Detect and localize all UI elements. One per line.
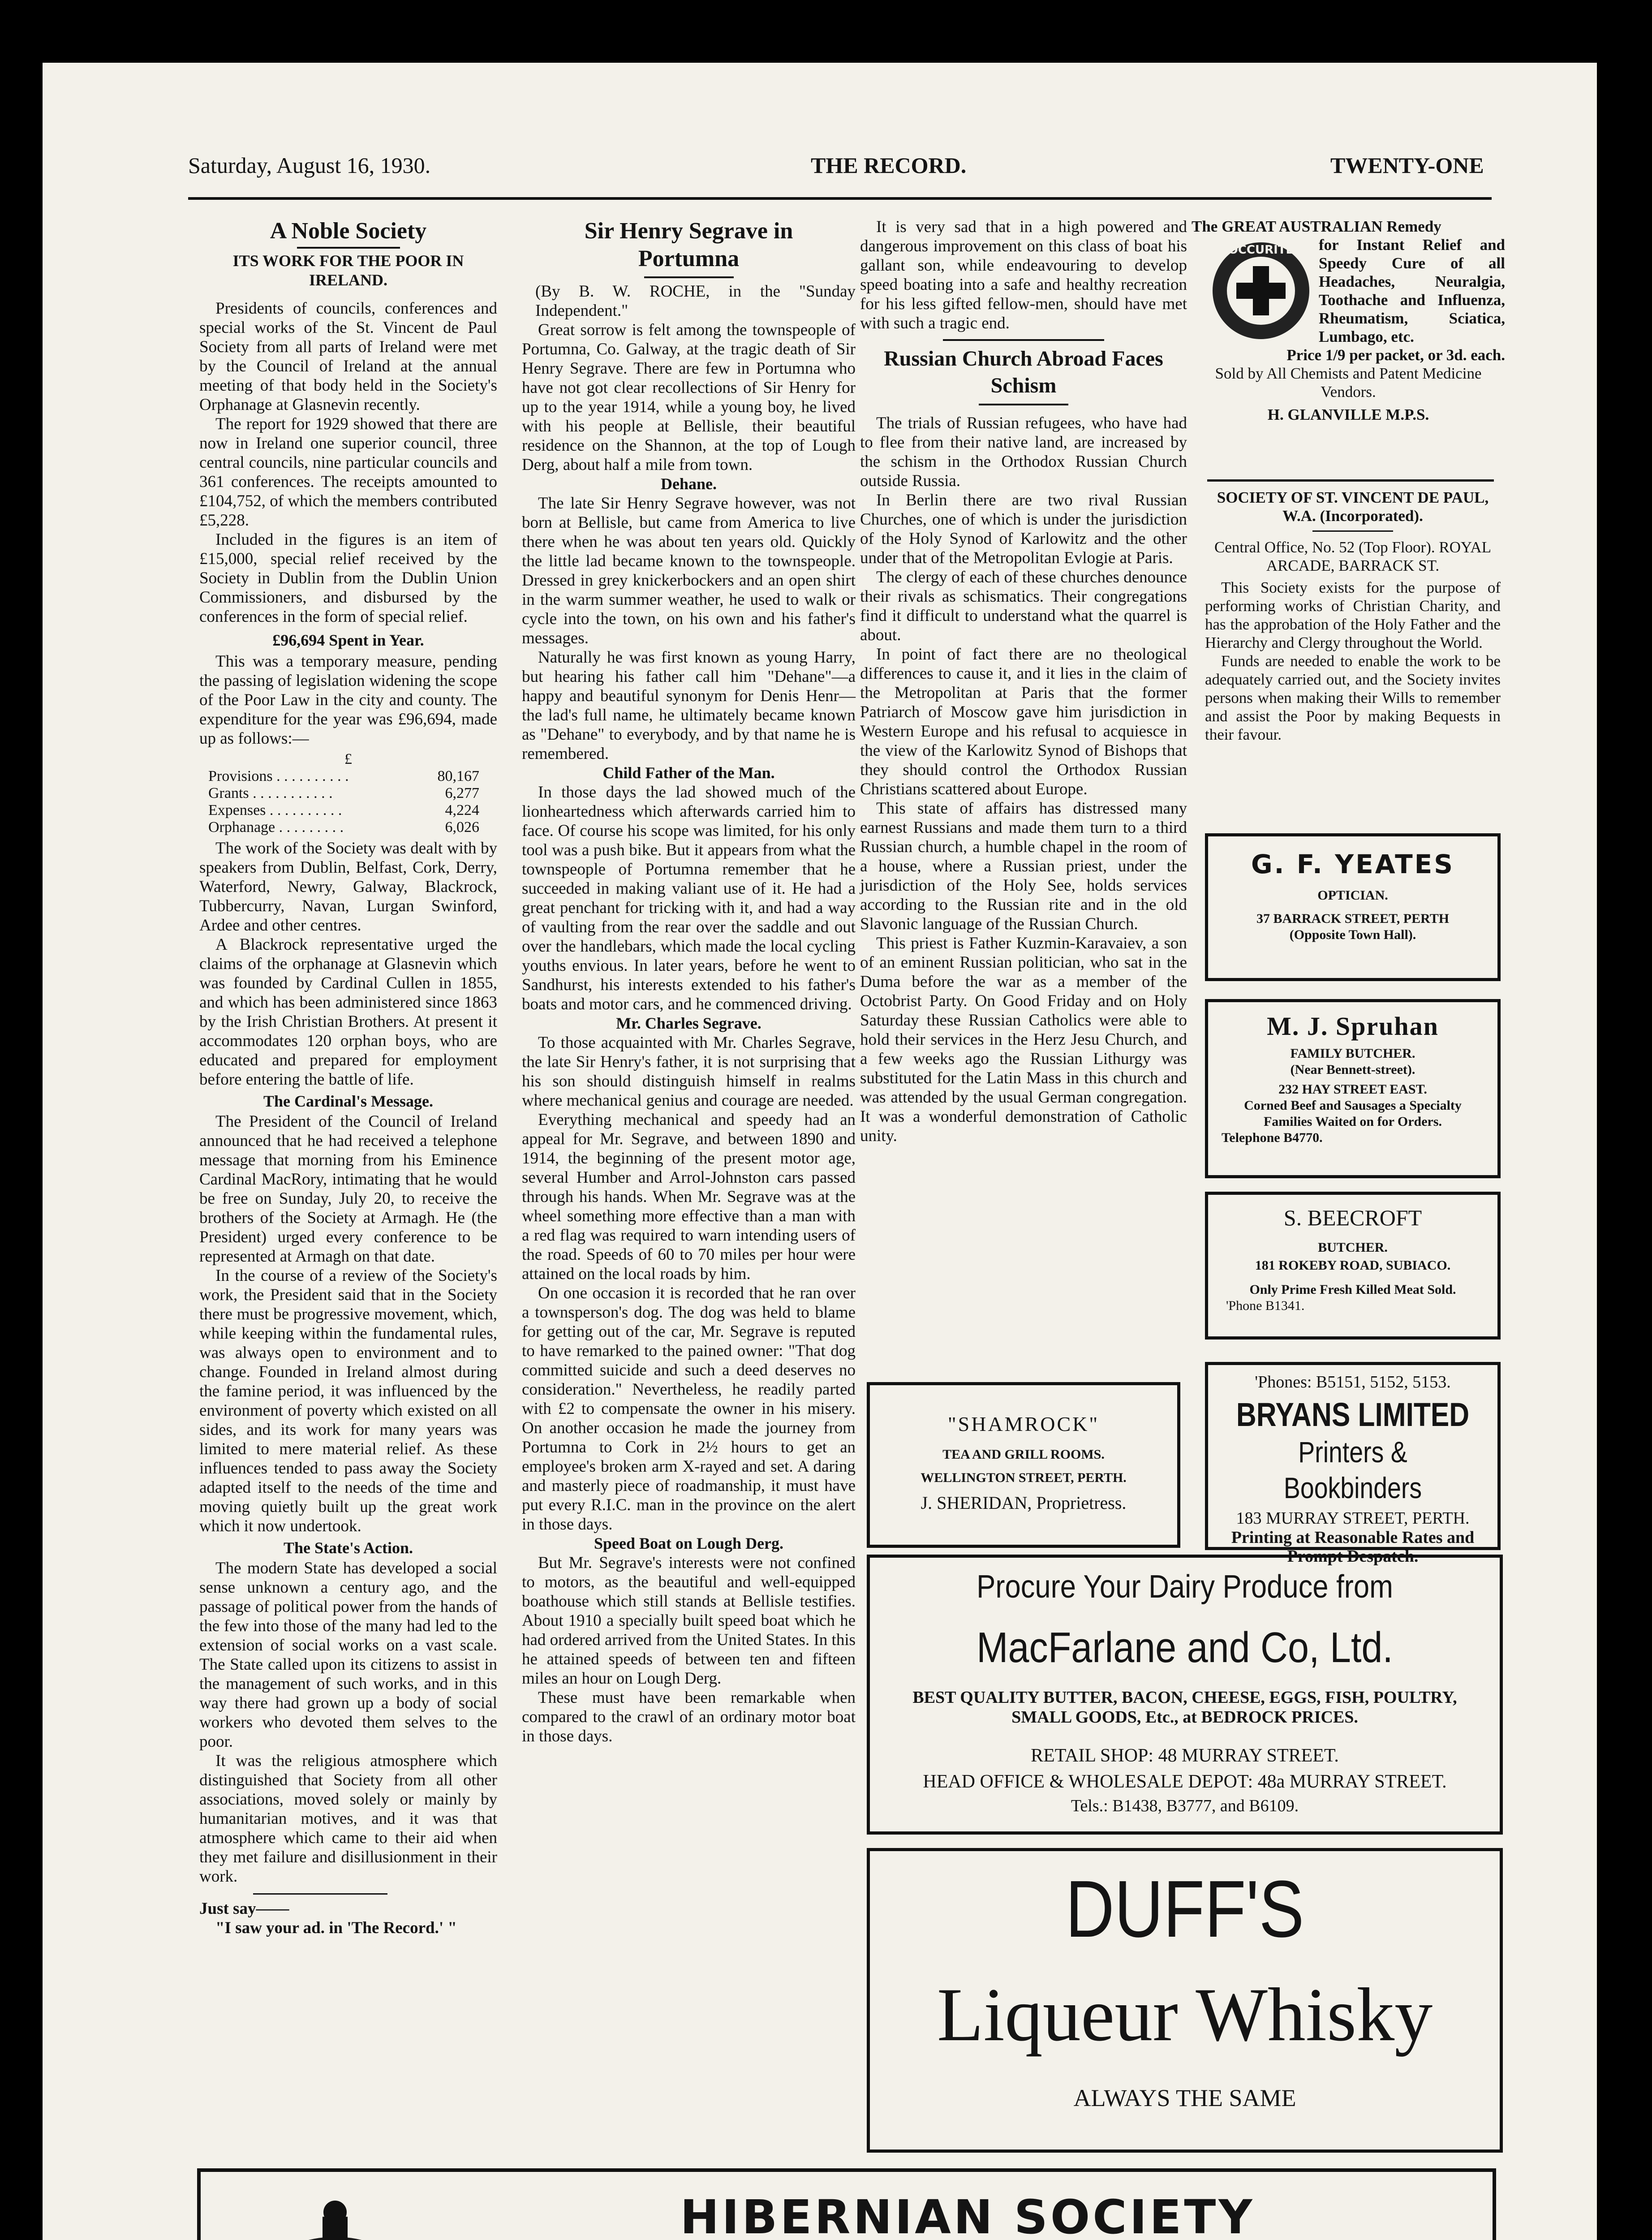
paragraph: This Society exists for the purpose of performing works of Christian Charity, and has the approbation of the Holy Father and the Hierarchy and Clergy throughout the World.	[1205, 579, 1501, 651]
retail-address: RETAIL SHOP: 48 MURRAY STREET.	[1031, 1745, 1339, 1766]
business-note: (Near Bennett-street).	[1290, 1062, 1415, 1077]
business-address: 181 ROKEBY ROAD, SUBIACO.	[1255, 1258, 1451, 1273]
page-header	[148, 152, 1492, 184]
remedy-price: Price 1/9 per packet, or 3d. each.	[1286, 346, 1505, 364]
article-russian-church	[860, 217, 1187, 1146]
bryans-ad	[1205, 1362, 1501, 1566]
expenditure-table	[199, 751, 497, 836]
article-title: A Noble Society	[270, 218, 427, 244]
business-name: S. BEECROFT	[1283, 1205, 1422, 1230]
table-row: Expenses . . . . . . . . . . 4,224	[208, 802, 479, 818]
masthead: THE RECORD.	[811, 153, 967, 178]
just-say: Just say——	[199, 1900, 289, 1918]
header-rule	[188, 197, 1492, 200]
paragraph: These must have been remarkable when compared to the crawl of an ordinary motor boat in those days.	[522, 1689, 856, 1745]
tagline: ALWAYS THE SAME	[1073, 2085, 1296, 2111]
business-phone: 'Phone B1341.	[1226, 1298, 1305, 1313]
title-rule	[644, 276, 734, 278]
divider	[943, 339, 1104, 341]
society-office: Central Office, No. 52 (Top Floor). ROYAL ARCADE, BARRACK ST.	[1214, 538, 1492, 574]
paragraph: This priest is Father Kuzmin-Karavaiev, a son of an eminent Russian politician, who sat in the Duma before the war as a member of the Octobrist Party. On Good Friday and on Holy Saturday these Russian Catholics were able to hold their services in the Herz Jesu Church, and a few weeks ago the Russian Lithurgy was substituted for the Latin Mass in this church and was attended by the usual German congregation. It was a wonderful demonstration of Catholic unity.	[860, 934, 1187, 1145]
harp-emblem-icon	[219, 2199, 452, 2240]
byline: (By B. W. ROCHE, in the "Sunday Independent."	[535, 282, 856, 320]
hibernian-ad	[197, 2168, 1496, 2240]
business-name: "SHAMROCK"	[947, 1413, 1100, 1435]
paragraph: The modern State has developed a social sense unknown a century ago, and the passage of political power from the hands of the few into those of the many had led to the extension of social works on a vast scale. The State called upon its citizens to assist in the management of such works, and in this way there had grown up a body of social workers who devoted them selves to the poor.	[199, 1559, 497, 1751]
table-row: Grants . . . . . . . . . . . 6,277	[208, 785, 479, 801]
business-name: BRYANS LIMITED	[1236, 1396, 1470, 1433]
ad-headline: Procure Your Dairy Produce from	[977, 1569, 1393, 1605]
shamrock-ad	[867, 1382, 1180, 1548]
paragraph: But Mr. Segrave's interests were not confined to motors, as the beautiful and well-equipped boathouse which still stands at Bellisle testifies. About 1910 a specially built speed boat which he had ordered arrived from the United States. In this he attained speeds of between ten and fifteen miles an hour on Lough Derg.	[522, 1554, 856, 1688]
paragraph: Everything mechanical and speedy had an appeal for Mr. Segrave, and between 1890 and 1914, the beginning of the present motor age, several Humber and Arrol-Johnston cars passed through his hands. When Mr. Segrave was at the wheel something more effective than a man with a red flag was required to warn intending users of the road. Speeds of 60 to 70 miles per hour were attained on the local roads by him.	[522, 1111, 856, 1283]
section-heading: Speed Boat on Lough Derg.	[594, 1534, 784, 1552]
paragraph: The trials of Russian refugees, who have had to flee from their native land, are increased by the schism in the Orthodox Russian Church outside Russia.	[860, 414, 1187, 490]
business-name: M. J. Spruhan	[1267, 1012, 1439, 1041]
beecroft-ad	[1205, 1192, 1501, 1340]
divider	[1312, 530, 1393, 532]
business-trade: BUTCHER.	[1318, 1240, 1388, 1255]
spruhan-ad	[1205, 999, 1501, 1178]
business-specialty: Corned Beef and Sausages a Specialty	[1244, 1098, 1462, 1113]
macfarlane-ad	[867, 1555, 1503, 1835]
business-trade: FAMILY BUTCHER.	[1290, 1046, 1415, 1061]
paragraph: A Blackrock representative urged the claims of the orphanage at Glasnevin which was founded by Cardinal Cullen in 1855, and which has been administered since 1863 by the Irish Christian Brothers. At present it accommodates 120 orphan boys, who are educated and prepared for employment before entering the battle of life.	[199, 935, 497, 1089]
business-name: MacFarlane and Co, Ltd.	[977, 1624, 1393, 1671]
remedy-ad	[1192, 217, 1505, 424]
article-title: Sir Henry Segrave in Portumna	[584, 218, 793, 271]
table-row: Orphanage . . . . . . . . . 6,026	[208, 819, 479, 836]
paragraph: In the course of a review of the Society's work, the President said that in the Society there must be progressive movement, which, while keeping within the fundamental rules, was always open to environment and to change. Founded in Ireland almost during the famine period, it was influenced by the environment of poverty which existed on all sides, and its work for many years was limited to mere material relief. As these influences tended to pass away the Society adapted itself to the needs of the time and moving quietly built up the great work which it now undertook.	[199, 1266, 497, 1535]
divider	[253, 1893, 387, 1895]
business-name: G. F. YEATES	[1251, 849, 1455, 879]
paragraph: The report for 1929 showed that there are now in Ireland one superior council, three central councils, nine particular councils and 361 conferences. The receipts amounted to £104,752, of which the members contributed £5,228.	[199, 415, 497, 530]
paragraph: The clergy of each of these churches denounce their rivals as schismatics. Their congregations find it difficult to understand what the quarrel is about.	[860, 568, 1187, 644]
paragraph: In those days the lad showed much of the lionheartedness which afterwards carried him to face. Of course his scope was limited, for his only tool was a push bike. But it appears from what the townspeople of Portumna remember that he succeeded in making valiant use of it. He had a great penchant for tricking with it, and had a way of vaulting from the rear over the saddle and out over the handlebars, which made the local cycling youths envious. In later years, before he went to Sandhurst, his interests extended to his father's boats and motor cars, and he commenced driving.	[522, 783, 856, 1013]
duffs-ad	[867, 1848, 1503, 2153]
paragraph: It was the religious atmosphere which distinguished that Society from all other associations, moved solely or mainly by humanitarian motives, and it was that atmosphere which came to their aid when they met failure and disillusionment in their work.	[199, 1752, 497, 1886]
business-address: 232 HAY STREET EAST.	[1278, 1082, 1427, 1097]
business-proprietor: J. SHERIDAN, Proprietress.	[921, 1493, 1127, 1513]
article-subtitle: ITS WORK FOR THE POOR IN IRELAND.	[232, 252, 464, 289]
yeates-ad	[1205, 833, 1501, 981]
page-number: TWENTY-ONE	[1330, 153, 1484, 178]
currency-label: £	[344, 751, 352, 767]
business-address: 37 BARRACK STREET, PERTH	[1256, 911, 1450, 926]
brand-name: DUFF'S	[1065, 1864, 1304, 1954]
paragraph: The late Sir Henry Segrave however, was not born at Bellisle, but came from America to live there when he was about ten years old. Quickly the little lad became known to the townspeople. Dressed in grey knickerbockers and an open shirt in the warm summer weather, he used to walk or cycle into the town, on his own and his father's messages.	[522, 494, 856, 647]
section-heading: The State's Action.	[283, 1539, 413, 1557]
business-trade: TEA AND GRILL ROOMS.	[942, 1447, 1105, 1462]
table-row: Provisions . . . . . . . . . . 80,167	[208, 768, 479, 784]
business-note: Printing at Reasonable Rates and Prompt Despatch.	[1231, 1528, 1475, 1566]
cross-seal-icon	[1209, 239, 1312, 342]
business-phones: Tels.: B1438, B3777, and B6109.	[1071, 1796, 1299, 1815]
paragraph: In point of fact there are no theological differences to cause it, and it lies in the claim of the Metropolitan at Paris that the former Patriarch of Moscow gave him jurisdiction in Western Europe and his refusal to acquiesce in the view of the Karlowitz Synod of Bishops that they should control the Orthodox Russian Christians scattered about Europe.	[860, 645, 1187, 798]
title-rule	[297, 247, 400, 249]
paragraph: Funds are needed to enable the work to be adequately carried out, and the Society invites persons when making their Wills to remember and assist the Poor by making Bequests in their favour.	[1205, 652, 1501, 743]
paragraph: In Berlin there are two rival Russian Churches, one of which is under the jurisdiction of the Holy Synod of Karlowitz and the other under that of the Metropolitan Evlogie at Paris.	[860, 491, 1187, 567]
section-heading: Mr. Charles Segrave.	[616, 1014, 761, 1032]
section-heading: £96,694 Spent in Year.	[272, 631, 424, 649]
section-heading: The Cardinal's Message.	[263, 1092, 433, 1110]
product-name: Liqueur Whisky	[937, 1973, 1433, 2057]
paragraph: This was a temporary measure, pending the passing of legislation widening the scope of the Poor Law in the city and county. The expenditure for the year was £96,694, made up as follows:—	[199, 652, 497, 748]
business-phones: 'Phones: B5151, 5152, 5153.	[1255, 1373, 1451, 1391]
paragraph: This state of affairs has distressed many earnest Russians and made them turn to a third Russian church, a humble chapel in the room of a house, where a Russian priest, under the jurisdiction of the Holy See, holds services according to the Russian rite and in the old Slavonic language of the Russian Church.	[860, 799, 1187, 933]
divider	[1207, 479, 1494, 482]
paragraph: It is very sad that in a high powered and dangerous improvement on this class of boat his gallant son, while endeavouring to develop speed boating into a safe and healthy recreation for his less gifted fellow-men, should have met with such a tragic end.	[860, 218, 1187, 332]
business-products: BEST QUALITY BUTTER, BACON, CHEESE, EGGS, FISH, POULTRY, SMALL GOODS, Etc., at BEDROCK PRICES.	[912, 1688, 1457, 1727]
paragraph: To those acquainted with Mr. Charles Segrave, the late Sir Henry's father, it is not surprising that his son should distinguish himself in realms where mechanical genius and courage are needed.	[522, 1034, 856, 1110]
remedy-maker: H. GLANVILLE M.P.S.	[1267, 406, 1429, 423]
head-office-address: HEAD OFFICE & WHOLESALE DEPOT: 48a MURRAY STREET.	[923, 1771, 1447, 1792]
remedy-sold-by: Sold by All Chemists and Patent Medicine Vendors.	[1215, 365, 1482, 401]
business-trade: OPTICIAN.	[1317, 888, 1388, 903]
business-service: Families Waited on for Orders.	[1263, 1114, 1442, 1129]
article-noble-society	[199, 217, 497, 1938]
paragraph: On one occasion it is recorded that he ran over a townsperson's dog. The dog was held to blame for getting out of the car, Mr. Segrave is reputed to have remarked to the pained owner: "That dog committed suicide and such a deed deserves no consideration." Nevertheless, he readily parted with £2 to compensate the owner in his misery. On another occasion he made the journey from Portumna to Cork in 2½ hours to get an employee's broken arm X-rayed and set. A daring and masterly piece of roadmanship, it must have put every R.I.C. man in the province on the alert in those days.	[522, 1284, 856, 1534]
business-note: (Opposite Town Hall).	[1289, 927, 1416, 942]
society-title: SOCIETY OF ST. VINCENT DE PAUL, W.A. (Incorporated).	[1217, 489, 1489, 525]
paragraph: The work of the Society was dealt with by speakers from Dublin, Belfast, Cork, Derry, Waterford, Newry, Galway, Blackrock, Tubbercurry, Navan, Lurgan Swinford, Ardee and other centres.	[199, 839, 497, 935]
paragraph: Included in the figures is an item of £15,000, special relief received by the Society in Dublin from the Dublin Union Commissioners, and disbursed by the conferences in the form of special relief.	[199, 530, 497, 626]
vincent-de-paul-ad	[1205, 488, 1501, 744]
society-name: HIBERNIAN SOCIETY	[680, 2190, 1255, 2240]
seal-text: OCCURITE	[1228, 243, 1294, 257]
paragraph: Presidents of councils, conferences and special works of the St. Vincent de Paul Society from all parts of Ireland were met by the Council of Ireland at the annual meeting of that body held in the Society's Orphanage at Glasnevin recently.	[199, 299, 497, 414]
business-address: 183 MURRAY STREET, PERTH.	[1236, 1509, 1470, 1528]
record-quote: "I saw your ad. in 'The Record.' "	[215, 1919, 457, 1937]
title-rule	[979, 404, 1068, 405]
article-title: Russian Church Abroad Faces Schism	[884, 347, 1163, 397]
section-heading: Child Father of the Man.	[602, 764, 775, 782]
article-segrave	[522, 217, 856, 1746]
remedy-headline: The GREAT AUSTRALIAN Remedy	[1192, 218, 1441, 235]
business-trade: Printers & Bookbinders	[1283, 1435, 1422, 1504]
business-note: Only Prime Fresh Killed Meat Sold.	[1249, 1282, 1456, 1297]
paragraph: The President of the Council of Ireland announced that he had received a telephone message that morning from his Eminence Cardinal MacRory, intimating that he would be free on Sunday, July 20, to receive the brothers of the Society at Armagh. He (the President) urged every conference to be represented at Armagh on that date.	[199, 1112, 497, 1266]
issue-date: Saturday, August 16, 1930.	[188, 153, 431, 178]
business-address: WELLINGTON STREET, PERTH.	[921, 1470, 1127, 1485]
paragraph: Great sorrow is felt among the townspeople of Portumna, Co. Galway, at the tragic death of Sir Henry Segrave. There are few in Portumna who have not got clear recollections of Sir Henry for up to the year 1914, while a young boy, he lived with his people at Bellisle, their beautiful residence on the Shannon, at the top of Lough Derg, about half a mile from town.	[522, 321, 856, 474]
paragraph: Naturally he was first known as young Harry, but hearing his father call him "Dehane"—a happy and beautiful synonym for Denis Henr—the lad's full name, he ultimately became known as "Dehane" to everybody, and by that name he is remembered.	[522, 648, 856, 763]
business-phone: Telephone B4770.	[1222, 1130, 1323, 1145]
section-heading: Dehane.	[661, 475, 717, 493]
remedy-description: for Instant Relief and Speedy Cure of all Headaches, Neuralgia, Toothache and Influenza, Rheumatism, Sciatica, Lumbago, etc.	[1319, 236, 1505, 345]
